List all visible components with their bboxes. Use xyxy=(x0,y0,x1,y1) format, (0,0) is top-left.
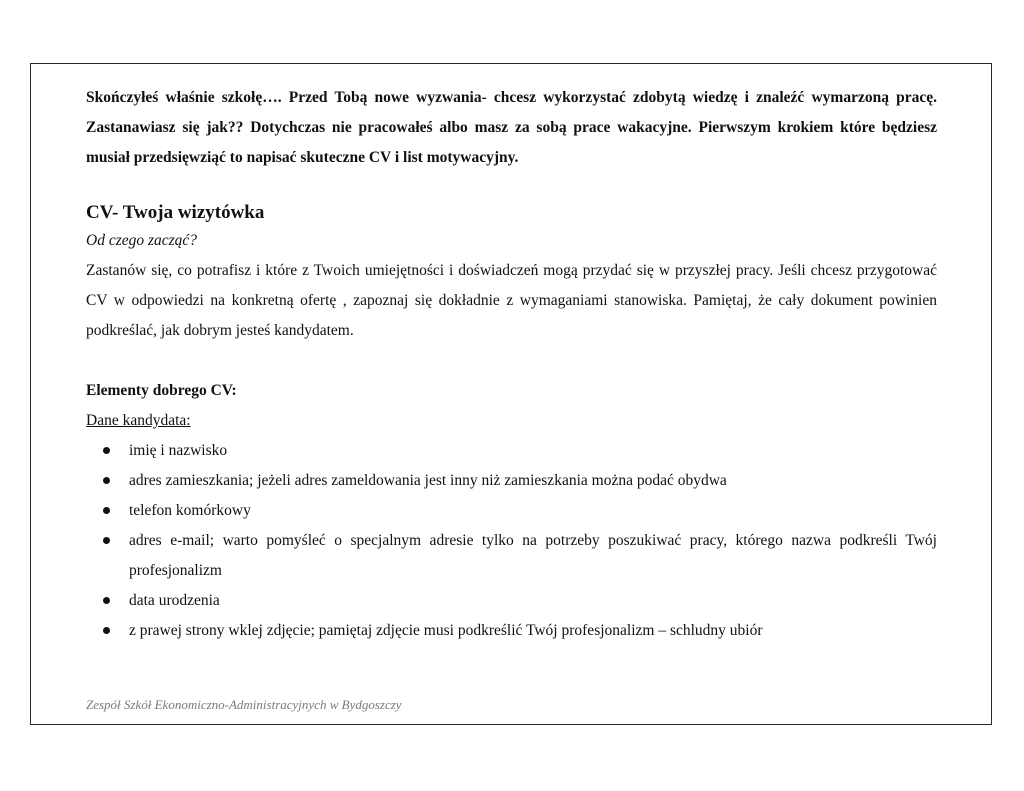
list-item-text: imię i nazwisko xyxy=(129,442,228,459)
candidate-data-list xyxy=(86,436,937,646)
list-item xyxy=(86,466,937,496)
list-item-text: z prawej strony wklej zdjęcie; pamiętaj zdjęcie musi podkreślić Twój profesjonalizm – schludny ubiór xyxy=(129,622,763,639)
document-body xyxy=(86,83,937,646)
bullet-icon xyxy=(103,597,110,604)
elements-title: Elementy dobrego CV: xyxy=(86,382,237,399)
list-item xyxy=(86,436,937,466)
list-item-text: adres e-mail; warto pomyśleć o specjalnym adresie tylko na potrzeby poszukiwać pracy, którego nazwa podkreśli Twój profesjonalizm xyxy=(129,532,937,579)
bullet-icon xyxy=(103,627,110,634)
list-item xyxy=(86,526,937,586)
body-paragraph: Zastanów się, co potrafisz i które z Twoich umiejętności i doświadczeń mogą przydać się w przyszłej pracy. Jeśli chcesz przygotować CV w odpowiedzi na konkretną ofertę , zapoznaj się dokładnie z wymaganiami stanowiska. Pamiętaj, że cały dokument powinien podkreślać, jak dobrym jesteś kandydatem. xyxy=(86,262,937,339)
list-item xyxy=(86,586,937,616)
candidate-data-title: Dane kandydata: xyxy=(86,412,191,429)
section-heading: CV- Twoja wizytówka xyxy=(86,202,265,223)
subheading: Od czego zacząć? xyxy=(86,232,198,249)
list-item-text: adres zamieszkania; jeżeli adres zameldowania jest inny niż zamieszkania można podać obydwa xyxy=(129,472,727,489)
list-item-text: data urodzenia xyxy=(129,592,220,609)
bullet-icon xyxy=(103,507,110,514)
list-item xyxy=(86,616,937,646)
intro-paragraph: Skończyłeś właśnie szkołę…. Przed Tobą nowe wyzwania- chcesz wykorzystać zdobytą wiedzę i znaleźć wymarzoną pracę. Zastanawiasz się jak?? Dotychczas nie pracowałeś albo masz za sobą prace wakacyjne. Pierwszym krokiem które będziesz musiał przedsięwziąć to napisać skuteczne CV i list motywacyjny. xyxy=(86,89,937,166)
bullet-icon xyxy=(103,537,110,544)
list-item xyxy=(86,496,937,526)
bullet-icon xyxy=(103,477,110,484)
bullet-icon xyxy=(103,447,110,454)
footer-school-name: Zespół Szkół Ekonomiczno-Administracyjnych w Bydgoszczy xyxy=(86,697,402,712)
list-item-text: telefon komórkowy xyxy=(129,502,251,519)
